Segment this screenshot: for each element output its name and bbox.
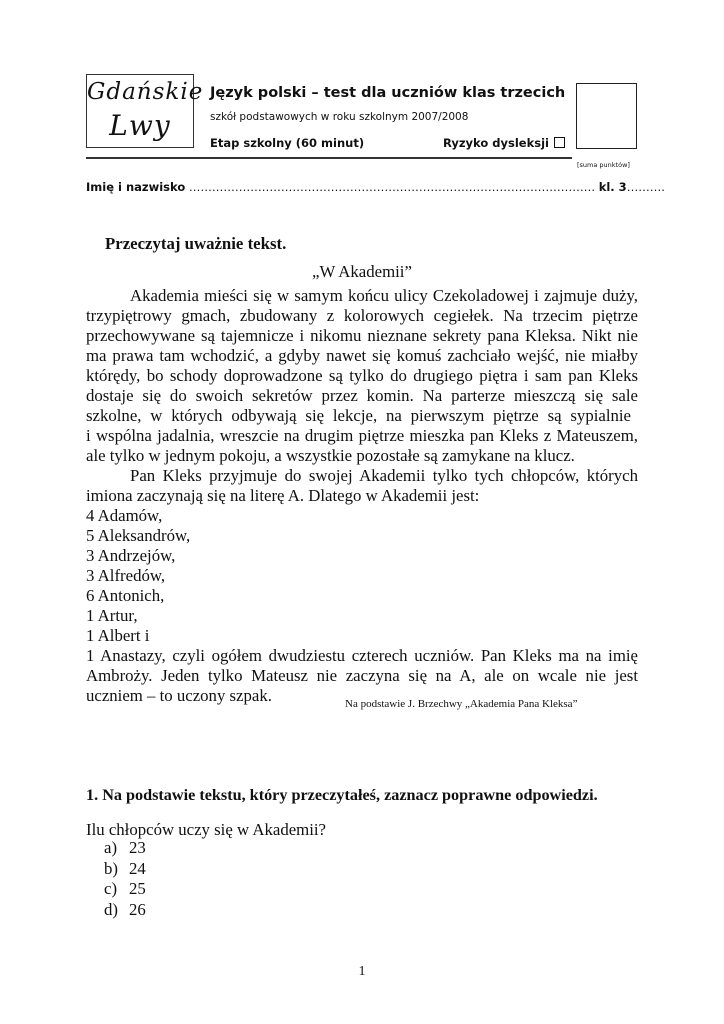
list-item: 3 Alfredów,	[86, 566, 166, 585]
option-text: 25	[129, 879, 146, 898]
test-title: Język polski – test dla uczniów klas trzecich	[210, 85, 566, 101]
list-item: 5 Aleksandrów,	[86, 526, 191, 545]
stage-label: Etap szkolny (60 minut)	[210, 136, 365, 150]
dyslexia-label: Ryzyko dysleksji	[443, 136, 549, 150]
logo-line1: Gdańskie	[87, 79, 204, 105]
list-item: 1 Artur,	[86, 606, 138, 625]
name-dots[interactable]: …………………………………………………………………………………………….	[185, 180, 599, 194]
source-citation: Na podstawie J. Brzechwy „Akademia Pana Kleksa”	[345, 698, 578, 710]
text-line: imiona zaczynają się na literę A. Dlatego w Akademii jest:	[86, 486, 480, 505]
reading-instruction: Przeczytaj uważnie tekst.	[105, 234, 287, 253]
text-line: przechowywane są tajemnicze i nikomu nieznane sekrety pana Kleksa. Nikt nie	[86, 326, 638, 345]
answer-option-a[interactable]	[104, 838, 146, 859]
student-list	[86, 506, 190, 646]
list-item: 3 Andrzejów,	[86, 546, 176, 565]
text-line: uczniem – to uczony szpak.	[86, 686, 272, 705]
option-text: 23	[129, 838, 146, 857]
text-line: dostaje się do swoich sekretów przez komin. Na parterze mieszczą się sale	[86, 386, 638, 405]
text-line: i wspólna jadalnia, wreszcie na drugim piętrze mieszka pan Kleks z Mateuszem,	[86, 426, 638, 445]
text-line: Ambroży. Jeden tylko Mateusz nie zaczyna się na A, ale on wcale nie jest	[86, 666, 638, 685]
list-item: 6 Antonich,	[86, 586, 165, 605]
name-line	[86, 180, 665, 194]
option-label: c)	[104, 879, 118, 898]
score-label: [suma punktów]	[577, 161, 630, 169]
text-line: 1 Anastazy, czyli ogółem dwudziestu czterech uczniów. Pan Kleks ma na imię	[86, 646, 638, 665]
list-item: 1 Albert i	[86, 626, 150, 645]
option-label: d)	[104, 899, 118, 919]
dyslexia-checkbox[interactable]	[554, 137, 565, 148]
text-line: ale tylko w jednym pokoju, a wszystkie pozostałe są zamykane na klucz.	[86, 446, 575, 465]
reading-title: „W Akademii”	[312, 262, 412, 281]
logo	[86, 74, 204, 148]
option-label: b)	[104, 858, 118, 878]
option-text: 24	[129, 858, 146, 878]
answer-option-c[interactable]	[104, 879, 146, 900]
test-subtitle: szkół podstawowych w roku szkolnym 2007/2008	[210, 111, 469, 123]
logo-line2: Lwy	[109, 109, 171, 142]
score-box[interactable]	[576, 83, 637, 149]
paragraph-2	[86, 466, 638, 506]
answer-option-d[interactable]	[104, 900, 146, 921]
option-text: 26	[129, 899, 146, 919]
text-line: trzypiętrowy gmach, zbudowany z kolorowych cegiełek. Na trzecim piętrze	[86, 306, 638, 325]
answer-option-b[interactable]	[104, 859, 146, 880]
question-1-heading: 1. Na podstawie tekstu, który przeczytałeś, zaznacz poprawne odpowiedzi.	[86, 786, 598, 804]
text-line: ma prawa tam wchodzić, a gdyby nawet się komuś zachciało wejść, nie miałby	[86, 346, 638, 365]
text-line: którędy, bo schody doprowadzone są tylko do drugiego piętra i sam pan Kleks	[86, 366, 638, 385]
answer-options	[104, 838, 146, 920]
text-line: Pan Kleks przyjmuje do swojej Akademii tylko tych chłopców, których	[130, 466, 638, 485]
class-dots[interactable]: ……….	[626, 180, 665, 194]
paragraph-1	[86, 286, 638, 466]
text-line: szkolne, w których odbywają się lekcje, na pierwszym piętrze są sypialnie	[86, 406, 631, 425]
page-number: 1	[358, 964, 366, 979]
question-1-prompt: Ilu chłopców uczy się w Akademii?	[86, 820, 326, 839]
text-line: Akademia mieści się w samym końcu ulicy Czekoladowej i zajmuje duży,	[130, 286, 638, 305]
option-label: a)	[104, 838, 118, 857]
dyslexia-risk	[443, 136, 565, 150]
paragraph-3	[86, 646, 638, 706]
header-divider	[86, 157, 572, 159]
list-item: 4 Adamów,	[86, 506, 163, 525]
class-label: kl. 3	[598, 180, 627, 194]
name-label: Imię i nazwisko	[86, 180, 186, 194]
